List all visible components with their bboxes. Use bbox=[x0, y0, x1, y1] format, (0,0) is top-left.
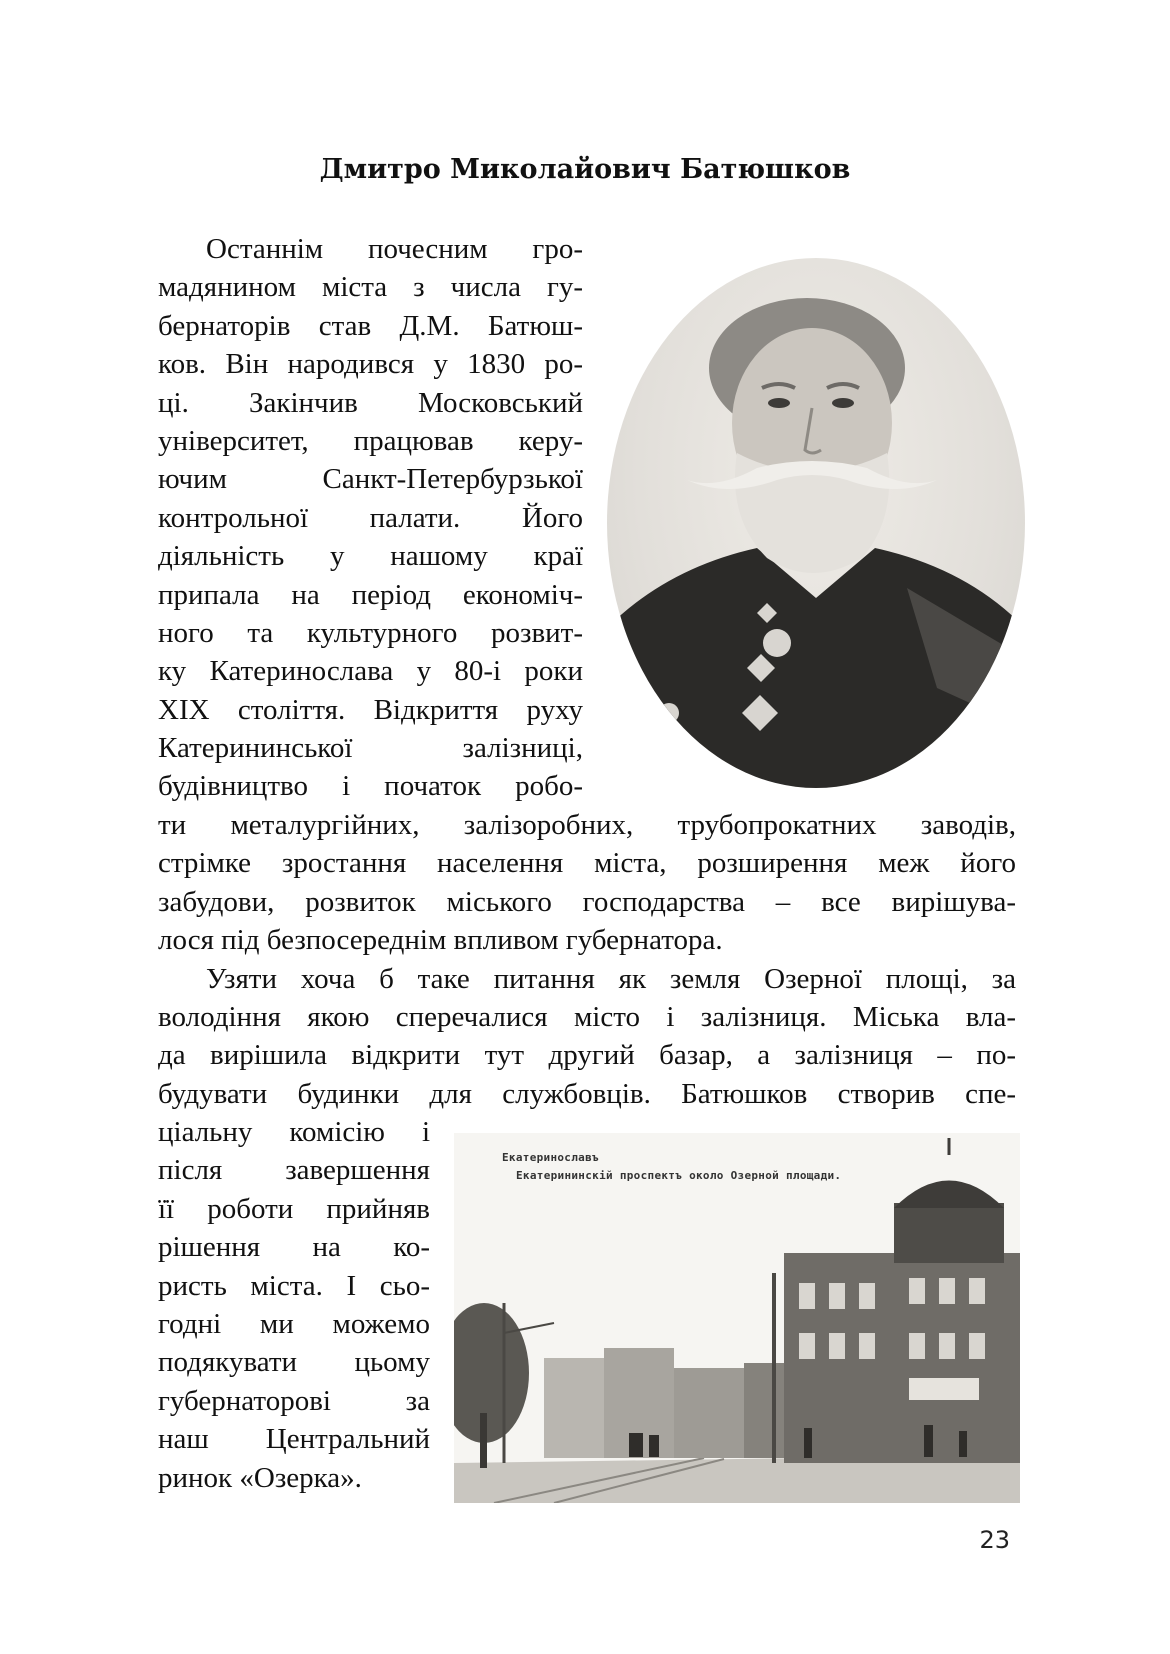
text-line: припала на період економіч- bbox=[158, 578, 583, 611]
text-line: ти металургійних, залізоробних, трубопрокатних заводів, bbox=[158, 809, 1016, 841]
page-title: Дмитро Миколайович Батюшков bbox=[319, 154, 851, 185]
text-line: її роботи прийняв bbox=[158, 1192, 430, 1225]
text-line: будівництво і початок робо- bbox=[158, 770, 583, 803]
text-line: XIX століття. Відкриття руху bbox=[158, 693, 583, 726]
text-line: да вирішила відкрити тут другий базар, а залізниця – по- bbox=[158, 1039, 1016, 1072]
paragraph-1-narrow bbox=[158, 230, 583, 806]
postcard-caption-street: Екатерининскій проспектъ около Озерной площади. bbox=[516, 1169, 842, 1182]
portrait-illustration bbox=[607, 258, 1025, 788]
text-line: будувати будинки для службовців. Батюшков створив спе- bbox=[158, 1077, 1016, 1110]
text-line: університет, працював керу- bbox=[158, 424, 583, 457]
text-line: Катерининської залізниці, bbox=[158, 732, 583, 765]
text-line: лося під безпосереднім впливом губернатора. bbox=[158, 924, 723, 957]
text-line: рішення на ко- bbox=[158, 1231, 430, 1264]
portrait-photo bbox=[607, 258, 1025, 788]
text-line: ристь міста. І сьо- bbox=[158, 1269, 430, 1302]
text-line: бернаторів став Д.М. Батюш- bbox=[158, 309, 583, 342]
page-number: 23 bbox=[979, 1526, 1010, 1554]
postcard-photo bbox=[454, 1133, 1020, 1503]
text-line: ючим Санкт-Петербурзької bbox=[158, 463, 583, 496]
text-line: годні ми можемо bbox=[158, 1307, 430, 1340]
text-line: ного та культурного розвит- bbox=[158, 616, 583, 649]
text-line: ці. Закінчив Московський bbox=[158, 386, 583, 419]
text-line: ков. Він народився у 1830 ро- bbox=[158, 348, 583, 381]
text-line: ку Катеринослава у 80-і роки bbox=[158, 655, 583, 688]
text-line: володіння якою сперечалися місто і залізниця. Міська вла- bbox=[158, 1000, 1016, 1033]
text-line: діяльність у нашому краї bbox=[158, 540, 583, 573]
text-line: стрімке зростання населення міста, розширення меж його bbox=[158, 847, 1016, 880]
text-line: ціальну комісію і bbox=[158, 1116, 430, 1148]
text-line: подякувати цьому bbox=[158, 1346, 430, 1379]
text-line: губернаторові за bbox=[158, 1384, 430, 1417]
paragraph-1-wide bbox=[158, 806, 1016, 1113]
postcard-caption-city: Екатеринославъ bbox=[502, 1151, 599, 1164]
text-line: наш Центральний bbox=[158, 1423, 430, 1456]
text-line: контрольної палати. Його bbox=[158, 501, 583, 534]
text-line: Узяти хоча б таке питання як земля Озерної площі, за bbox=[206, 962, 1016, 995]
street-illustration bbox=[454, 1133, 1020, 1503]
text-line: мадянином міста з числа гу- bbox=[158, 271, 583, 304]
text-line: ринок «Озерка». bbox=[158, 1461, 362, 1494]
text-line: після завершення bbox=[158, 1154, 430, 1187]
text-line: забудови, розвиток міського господарства – все вирішува- bbox=[158, 885, 1016, 918]
paragraph-2-narrow bbox=[158, 1113, 430, 1497]
text-line: Останнім почесним гро- bbox=[206, 233, 583, 265]
